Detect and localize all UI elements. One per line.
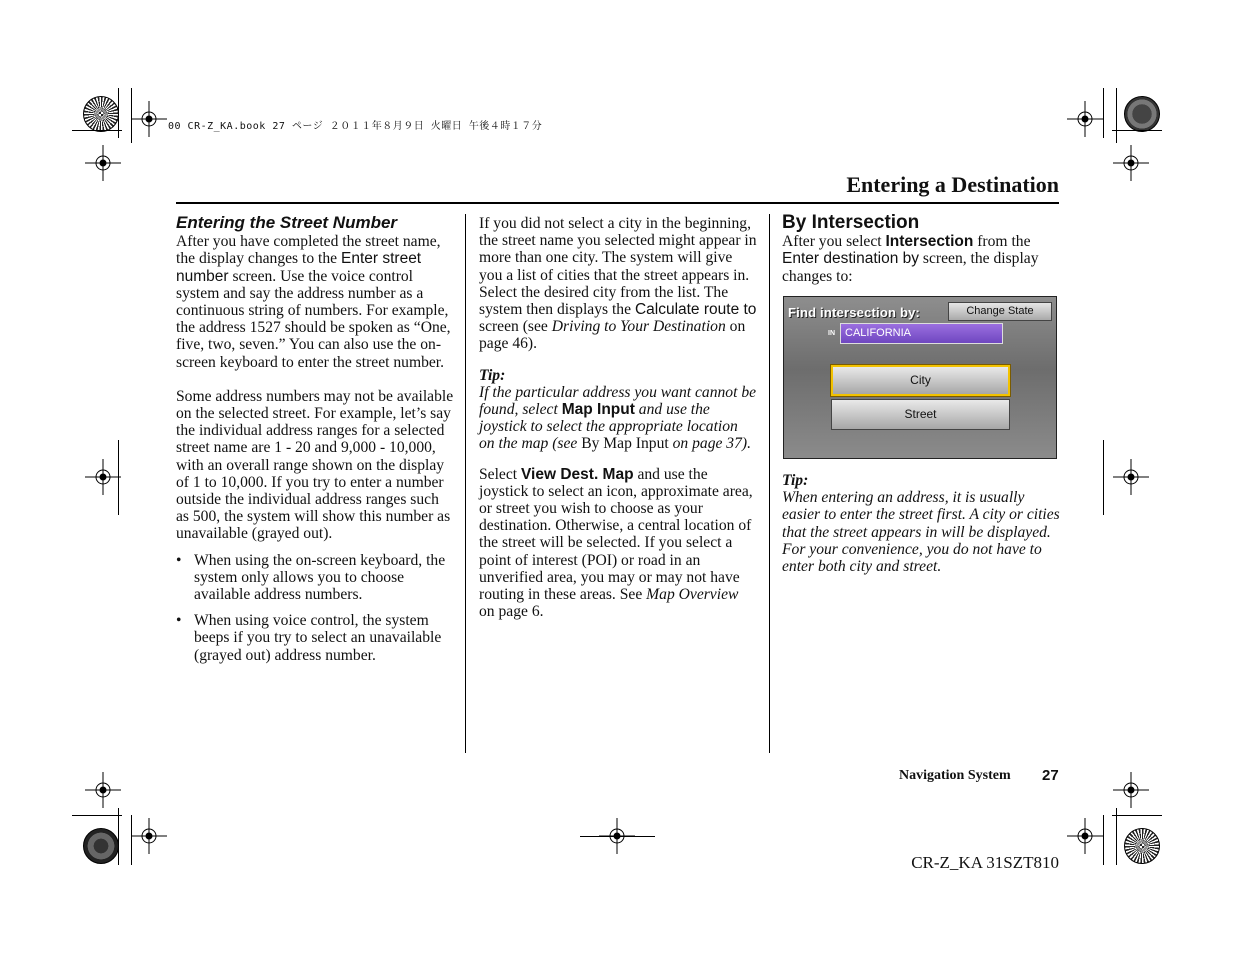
text: on page 6. bbox=[479, 603, 544, 621]
state-field: CALIFORNIA bbox=[840, 323, 1003, 344]
text: Select bbox=[479, 465, 521, 483]
text: and use the joystick to select the appropriate location on the map (see bbox=[479, 401, 738, 453]
paragraph bbox=[479, 466, 757, 621]
crosshair-icon bbox=[131, 818, 167, 854]
registration-rosette-icon bbox=[83, 96, 119, 132]
tip-text bbox=[479, 384, 757, 453]
ui-term-view-dest-map: View Dest. Map bbox=[521, 465, 634, 483]
text: on page 37). bbox=[668, 435, 751, 453]
tip-text: When entering an address, it is usually easier to enter the street first. A city or cities that the street appears in will be displayed. For your convenience, you do not have to enter both city and street. bbox=[782, 489, 1060, 576]
column-divider bbox=[465, 214, 466, 753]
tip-label: Tip: bbox=[782, 472, 809, 489]
list-item: • When using voice control, the system beeps if you try to select an unavailable (grayed out) address number. bbox=[176, 612, 454, 664]
text: screen, the display changes to: bbox=[782, 250, 1039, 285]
crosshair-icon bbox=[131, 101, 167, 137]
document-code: CR-Z_KA 31SZT810 bbox=[911, 853, 1059, 872]
column-divider bbox=[769, 214, 770, 753]
crosshair-icon bbox=[85, 459, 121, 495]
text: screen. Use the voice control system and say the address number as a continuous string of numbers. For example, the address 1527 should be spoken as “One, five, two, seven.” You can also use the on-screen keyboard to enter the street number. bbox=[176, 267, 451, 371]
ui-term-calculate-route: Calculate route to bbox=[634, 301, 757, 319]
text: If the particular address you want cannot be found, select bbox=[479, 383, 757, 419]
crosshair-icon bbox=[1113, 459, 1149, 495]
crosshair-icon bbox=[85, 145, 121, 181]
text: on page 46). bbox=[479, 318, 746, 353]
screen-title: Find intersection by: bbox=[788, 305, 921, 320]
crosshair-icon bbox=[1113, 772, 1149, 808]
registration-rosette-icon bbox=[1124, 828, 1160, 864]
page-number: 27 bbox=[1042, 767, 1059, 784]
bullet-list bbox=[176, 552, 454, 664]
list-item: • When using the on-screen keyboard, the system only allows you to choose available address numbers. bbox=[176, 552, 454, 604]
nav-screen-illustration bbox=[783, 296, 1057, 459]
ui-term-enter-destination-by: Enter destination by bbox=[782, 250, 920, 268]
header-rule bbox=[176, 202, 1059, 204]
crosshair-icon bbox=[1067, 818, 1103, 854]
street-button: Street bbox=[831, 399, 1010, 430]
text: and use the joystick to select an icon, approximate area, or street you wish to choose as your destination. Otherwise, a central location of the street will be selected. If you select a point of interest (POI) or road in an unverified area, you may or may not have routing in these areas. See bbox=[479, 465, 753, 604]
cross-reference: Map Overview bbox=[646, 586, 739, 604]
section-heading-street-number: Entering the Street Number bbox=[176, 213, 398, 232]
print-info: 00 CR-Z_KA.book 27 ページ ２０１１年８月９日 火曜日 午後４時１７分 bbox=[168, 121, 543, 132]
text: After you select bbox=[782, 233, 886, 251]
text: screen (see bbox=[479, 318, 552, 336]
middle-column bbox=[479, 215, 757, 620]
ui-term-enter-street-number: Enter street number bbox=[176, 250, 422, 285]
text: After you have completed the street name, the display changes to the bbox=[176, 233, 441, 268]
registration-rosette-icon bbox=[83, 828, 119, 864]
crosshair-icon bbox=[1113, 145, 1149, 181]
in-label: IN bbox=[828, 330, 835, 337]
text: If you did not select a city in the beginning, the street name you selected might appear in more than one city. The system will give you a list of cities that the street appears in. Select the desired city from the list. The system then displays the bbox=[479, 215, 757, 319]
right-tip bbox=[782, 472, 1064, 575]
cross-reference: By Map Input bbox=[581, 435, 669, 453]
paragraph bbox=[176, 233, 454, 371]
city-button: City bbox=[831, 365, 1010, 396]
registration-rosette-icon bbox=[1124, 96, 1160, 132]
crosshair-icon bbox=[1067, 101, 1103, 137]
crosshair-icon bbox=[85, 772, 121, 808]
change-state-button: Change State bbox=[948, 302, 1052, 321]
paragraph: Some address numbers may not be available on the selected street. For example, let’s say the individual address ranges for a selected street name are 1 - 20 and 9,000 - 10,000, with an overall range shown on the display of 1 to 10,000. If you try to enter a number outside the individual address ranges such as 500, the system will show this number as unavailable (grayed out). bbox=[176, 387, 454, 543]
footer-section-name: Navigation System bbox=[899, 768, 1011, 783]
page-title: Entering a Destination bbox=[846, 172, 1059, 197]
text: from the bbox=[973, 233, 1031, 251]
paragraph bbox=[782, 233, 1060, 285]
left-column bbox=[176, 214, 454, 673]
tip-label: Tip: bbox=[479, 366, 506, 384]
ui-term-intersection: Intersection bbox=[885, 233, 974, 251]
ui-term-map-input: Map Input bbox=[561, 401, 635, 419]
section-heading-by-intersection: By Intersection bbox=[782, 212, 920, 233]
cross-reference: Driving to Your Destination bbox=[551, 318, 726, 336]
right-column bbox=[782, 214, 1060, 285]
paragraph bbox=[479, 215, 757, 353]
